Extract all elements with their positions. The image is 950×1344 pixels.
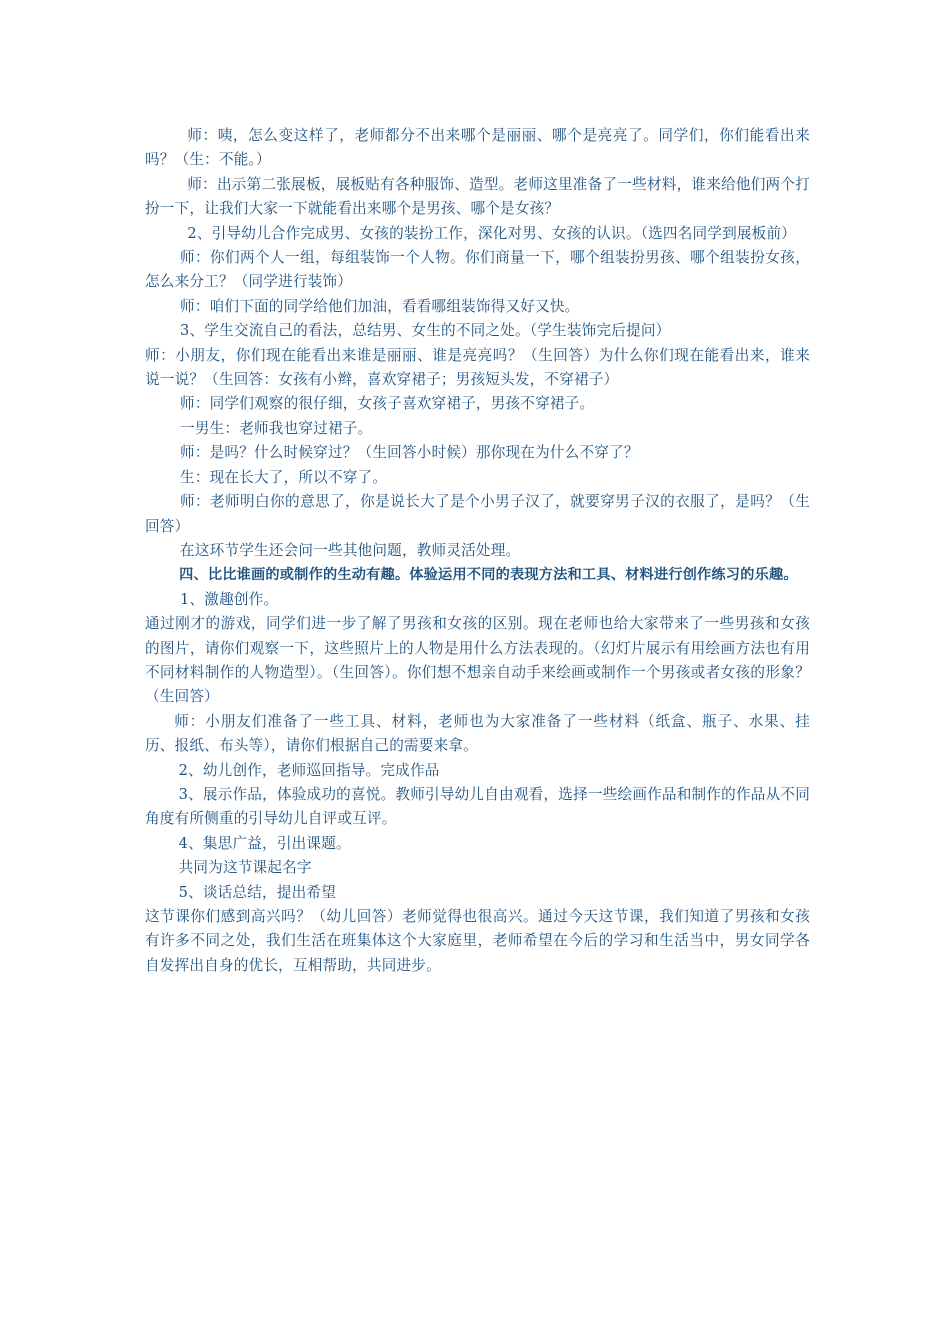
paragraph-20: 4、集思广益，引出课题。 (178, 834, 351, 852)
paragraph-2: 师：出示第二张展板，展板贴有各种服饰、造型。老师这里准备了一些材料，谁来给他们两个打扮一下，让我们大家一下就能看出来哪个是男孩、哪个是女孩？ (145, 175, 810, 218)
paragraph-13: 在这环节学生还会问一些其他问题，教师灵活处理。 (180, 541, 521, 559)
section-heading: 四、比比谁画的或制作的生动有趣。体验运用不同的表现方法和工具、材料进行创作练习的乐趣。 (179, 567, 798, 584)
paragraph-10: 师：是吗？什么时候穿过？（生回答小时候）那你现在为什么不穿了？ (180, 444, 639, 462)
paragraph-21: 共同为这节课起名字 (178, 859, 312, 877)
paragraph-3: 2、引导幼儿合作完成男、女孩的装扮工作，深化对男、女孩的认识。（选四名同学到展板前） (187, 224, 797, 242)
paragraph-19: 3、展示作品，体验成功的喜悦。教师引导幼儿自由观看，选择一些绘画作品和制作的作品从不同角度有所侧重的引导幼儿自评或互评。 (145, 785, 810, 828)
paragraph-9: 一男生：老师我也穿过裙子。 (180, 419, 373, 437)
paragraph-7: 师：小朋友，你们现在能看出来谁是丽丽、谁是亮亮吗？（生回答）为什么你们现在能看出来，谁来说一说？（生回答：女孩有小辫，喜欢穿裙子；男孩短头发，不穿裙子） (145, 346, 810, 389)
paragraph-4: 师：你们两个人一组，每组装饰一个人物。你们商量一下，哪个组装扮男孩、哪个组装扮女孩，怎么来分工？（同学进行装饰） (145, 249, 810, 291)
paragraph-18: 2、幼儿创作，老师巡回指导。完成作品 (178, 761, 440, 779)
paragraph-15: 1、激趣创作。 (180, 590, 279, 608)
paragraph-16: 通过刚才的游戏，同学们进一步了解了男孩和女孩的区别。现在老师也给大家带来了一些男孩和女孩的图片，请你们观察一下，这些照片上的人物是用什么方法表现的。（幻灯片展示有用绘画方法也有用不同材料制作的人物造型）。（生回答）。你们想不想亲自动手来绘画或制作一个男孩或者女孩的形象？（生回答） (145, 615, 810, 706)
paragraph-6: 3、学生交流自己的看法，总结男、女生的不同之处。（学生装饰完后提问） (180, 322, 671, 340)
paragraph-17: 师：小朋友们准备了一些工具、材料，老师也为大家准备了一些材料（纸盒、瓶子、水果、挂历、报纸、布头等），请你们根据自己的需要来拿。 (145, 712, 810, 755)
paragraph-1: 师：咦，怎么变这样了，老师都分不出来哪个是丽丽、哪个是亮亮了。同学们，你们能看出来吗？（生：不能。） (145, 127, 810, 169)
paragraph-5: 师：咱们下面的同学给他们加油，看看哪组装饰得又好又快。 (180, 297, 580, 315)
paragraph-8: 师：同学们观察的很仔细，女孩子喜欢穿裙子，男孩不穿裙子。 (180, 395, 595, 413)
paragraph-11: 生：现在长大了，所以不穿了。 (180, 468, 388, 486)
paragraph-22: 5、谈话总结，提出希望 (178, 883, 337, 901)
paragraph-23: 这节课你们感到高兴吗？（幼儿回答）老师觉得也很高兴。通过今天这节课，我们知道了男孩和女孩有许多不同之处，我们生活在班集体这个大家庭里，老师希望在今后的学习和生活当中，男女同学各自发挥出自身的优长，互相帮助，共同进步。 (145, 908, 810, 974)
paragraph-12: 师：老师明白你的意思了，你是说长大了是个小男子汉了，就要穿男子汉的衣服了，是吗？（生回答） (145, 493, 810, 535)
document-body (145, 124, 810, 978)
